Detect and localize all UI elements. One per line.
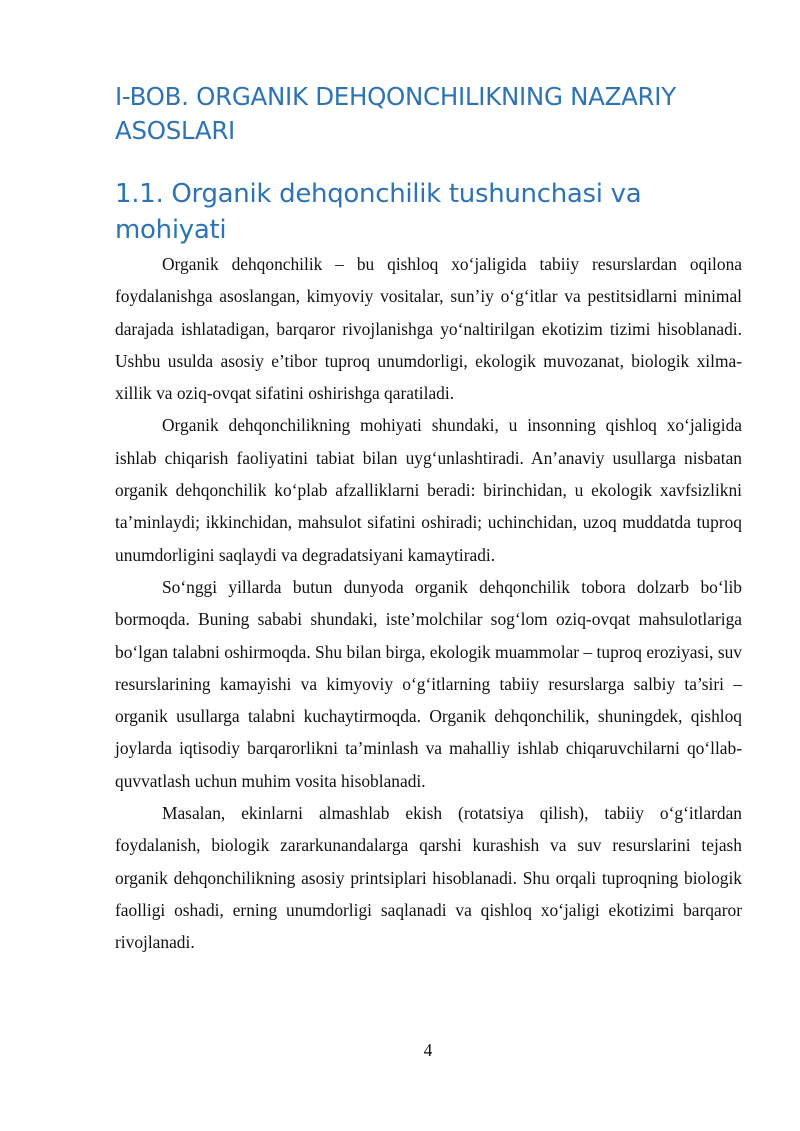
paragraph-1: Organik dehqonchilik – bu qishloq xo‘jaligida tabiiy resurslardan oqilona foydalanishga asoslangan, kimyoviy vositalar, sun’iy o‘g‘itlar va pestitsidlarni minimal darajada ishlatadigan, barqaror rivojlanishga yo‘naltirilgan ekotizim tizimi hisoblanadi. Ushbu usulda asosiy e’tibor tuproq unumdorligi, ekologik muvozanat, biologik xilma-xillik va oziq-ovqat sifatini oshirishga qaratiladi. (115, 254, 742, 404)
section-title: 1.1. Organik dehqonchilik tushunchasi va mohiyati (115, 179, 642, 245)
page-number: 4 (423, 1040, 433, 1060)
body-text (115, 248, 742, 959)
paragraph-2: Organik dehqonchilikning mohiyati shundaki, u insonning qishloq xo‘jaligida ishlab chiqarish faoliyatini tabiat bilan uyg‘unlashtiradi. An’anaviy usullarga nisbatan organik dehqonchilik ko‘plab afzalliklarni beradi: birinchidan, u ekologik xavfsizlikni ta’minlaydi; ikkinchidan, mahsulot sifatini oshiradi; uchinchidan, uzoq muddatda tuproq unumdorligini saqlaydi va degradatsiyani kamaytiradi. (115, 415, 742, 565)
paragraph-4: Masalan, ekinlarni almashlab ekish (rotatsiya qilish), tabiiy o‘g‘itlardan foydalanish, biologik zararkunandalarga qarshi kurashish va suv resurslarini tejash organik dehqonchilikning asosiy printsiplari hisoblanadi. Shu orqali tuproqning biologik faolligi oshadi, erning unumdorligi saqlanadi va qishloq xo‘jaligi ekotizimi barqaror rivojlanadi. (115, 803, 742, 953)
chapter-title: I-BOB. ORGANIK DEHQONCHILIKNING NAZARIY ASOSLARI (115, 82, 676, 145)
paragraph-3: So‘nggi yillarda butun dunyoda organik dehqonchilik tobora dolzarb bo‘lib bormoqda. Buning sababi shundaki, iste’molchilar sog‘lom oziq-ovqat mahsulotlariga bo‘lgan talabni oshirmoqda. Shu bilan birga, ekologik muammolar – tuproq eroziyasi, suv resurslarining kamayishi va kimyoviy o‘g‘itlarning tabiiy resurslarga salbiy ta’siri – organik usullarga talabni kuchaytirmoqda. Organik dehqonchilik, shuningdek, qishloq joylarda iqtisodiy barqarorlikni ta’minlash va mahalliy ishlab chiqaruvchilarni qo‘llab-quvvatlash uchun muhim vosita hisoblanadi. (115, 576, 742, 791)
